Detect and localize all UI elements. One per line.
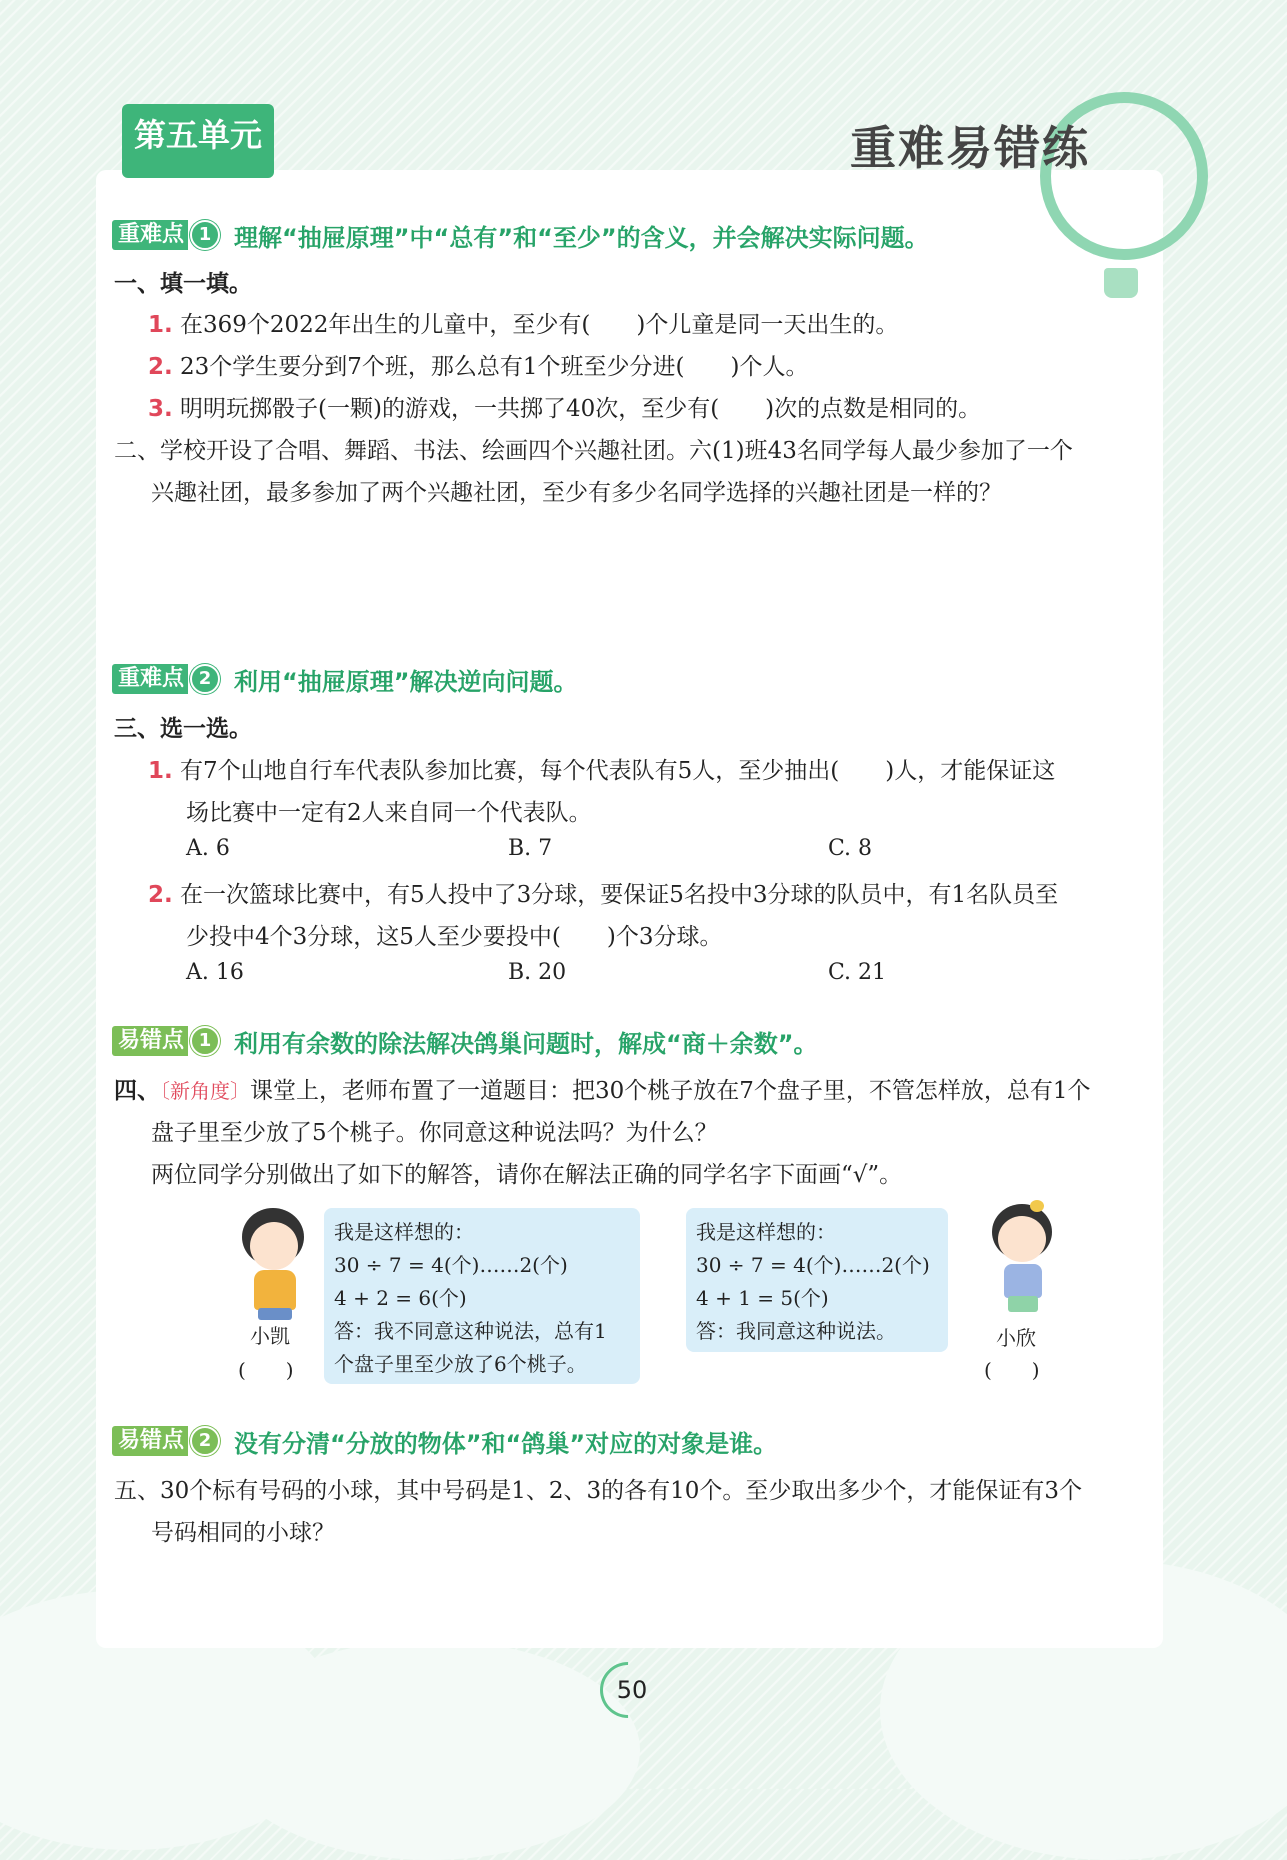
section-5-line-1: 五、30个标有号码的小球，其中号码是1、2、3的各有10个。至少取出多少个，才能保证有3个 <box>114 1478 1083 1504</box>
speech-bubble-xiaokai <box>324 1208 640 1384</box>
bubble-line: 30 ÷ 7 = 4(个)……2(个) <box>696 1253 930 1277</box>
question-text: 有7个山地自行车代表队参加比赛，每个代表队有5人，至少抽出( )人，才能保证这 <box>180 758 1056 784</box>
error-point-text: 没有分清“分放的物体”和“鸽巢”对应的对象是谁。 <box>234 1429 778 1458</box>
bubble-line: 30 ÷ 7 = 4(个)……2(个) <box>334 1253 568 1277</box>
option-a: A. 6 <box>186 836 230 861</box>
check-blank-xiaoxin[interactable]: ( ) <box>984 1358 1040 1382</box>
key-point-badge: 重难点 <box>112 220 188 250</box>
key-point-number: 1 <box>190 220 220 250</box>
unit-tab <box>122 86 274 178</box>
option-a: A. 16 <box>186 960 244 985</box>
key-point-2 <box>112 664 578 694</box>
question-number: 1. <box>148 312 173 338</box>
option-c: C. 8 <box>828 836 873 861</box>
question-text: 在一次篮球比赛中，有5人投中了3分球，要保证5名投中3分球的队员中，有1名队员至 <box>180 882 1059 908</box>
section-2-line-2: 兴趣社团，最多参加了两个兴趣社团，至少有多少名同学选择的兴趣社团是一样的？ <box>151 480 1002 506</box>
key-point-text: 理解“抽屉原理”中“总有”和“至少”的含义，并会解决实际问题。 <box>234 223 929 252</box>
question-text: 明明玩掷骰子(一颗)的游戏，一共掷了40次，至少有( )次的点数是相同的。 <box>180 396 982 422</box>
question-number: 2. <box>148 882 173 908</box>
question-3-1-line-1 <box>148 752 1055 785</box>
bubble-line: 我是这样想的： <box>696 1220 836 1244</box>
question-text: 在369个2022年出生的儿童中，至少有( )个儿童是同一天出生的。 <box>180 312 899 338</box>
question-1-1 <box>148 306 898 339</box>
section-2-line-1: 二、学校开设了合唱、舞蹈、书法、绘画四个兴趣社团。六(1)班43名同学每人最少参加了一个 <box>114 438 1073 464</box>
page-number: 50 <box>616 1676 648 1704</box>
section-5-line-2: 号码相同的小球？ <box>151 1520 335 1546</box>
student-name-xiaokai: 小凯 <box>250 1324 290 1348</box>
bubble-line: 个盘子里至少放了6个桃子。 <box>334 1352 587 1376</box>
section-4-line-1 <box>114 1072 1091 1105</box>
section-4-prefix: 四、 <box>114 1078 160 1104</box>
speech-bubble-xiaoxin <box>686 1208 948 1352</box>
question-text: 23个学生要分到7个班，那么总有1个班至少分进( )个人。 <box>180 354 809 380</box>
section-4-line-3: 两位同学分别做出了如下的解答，请你在解法正确的同学名字下面画“√”。 <box>151 1162 903 1188</box>
section-3-title: 三、选一选。 <box>114 716 252 742</box>
check-blank-xiaokai[interactable]: ( ) <box>238 1358 294 1382</box>
new-angle-tag: 〔新角度〕 <box>160 1079 250 1103</box>
student-xiaokai-illustration <box>236 1208 314 1324</box>
error-point-badge: 易错点 <box>112 1426 188 1456</box>
question-1-2 <box>148 348 808 381</box>
unit-label: 第五单元 <box>133 116 262 154</box>
student-name-xiaoxin: 小欣 <box>996 1326 1036 1350</box>
error-point-number: 1 <box>190 1026 220 1056</box>
page-title: 重难易错练 <box>850 121 1090 175</box>
question-number: 3. <box>148 396 173 422</box>
section-1-title: 一、填一填。 <box>114 271 252 297</box>
key-point-number: 2 <box>190 664 220 694</box>
bubble-line: 答：我不同意这种说法，总有1 <box>334 1319 607 1343</box>
question-3-1-line-2: 场比赛中一定有2人来自同一个代表队。 <box>186 800 592 826</box>
bubble-line: 答：我同意这种说法。 <box>696 1319 896 1343</box>
option-b: B. 7 <box>508 836 553 861</box>
key-point-text: 利用“抽屉原理”解决逆向问题。 <box>234 667 578 696</box>
question-3-2-line-2: 少投中4个3分球，这5人至少要投中( )个3分球。 <box>186 924 723 950</box>
error-point-1 <box>112 1026 818 1056</box>
cloud-decoration-mid <box>220 1640 640 1860</box>
bubble-line: 4 + 1 = 5(个) <box>696 1286 829 1310</box>
key-point-1 <box>112 220 929 250</box>
section-4-text: 课堂上，老师布置了一道题目：把30个桃子放在7个盘子里，不管怎样放，总有1个 <box>250 1078 1091 1104</box>
section-4-line-2: 盘子里至少放了5个桃子。你同意这种说法吗？为什么？ <box>151 1120 718 1146</box>
question-1-3 <box>148 390 981 423</box>
question-number: 2. <box>148 354 173 380</box>
error-point-text: 利用有余数的除法解决鸽巢问题时，解成“商＋余数”。 <box>234 1029 818 1058</box>
bubble-line: 4 + 2 = 6(个) <box>334 1286 467 1310</box>
option-c: C. 21 <box>828 960 887 985</box>
error-point-badge: 易错点 <box>112 1026 188 1056</box>
option-b: B. 20 <box>508 960 567 985</box>
key-point-badge: 重难点 <box>112 664 188 694</box>
student-xiaoxin-illustration <box>984 1200 1062 1316</box>
error-point-2 <box>112 1426 777 1456</box>
question-3-2-line-1 <box>148 876 1058 909</box>
bubble-line: 我是这样想的： <box>334 1220 474 1244</box>
question-number: 1. <box>148 758 173 784</box>
balloon-basket-icon <box>1104 268 1138 298</box>
error-point-number: 2 <box>190 1426 220 1456</box>
